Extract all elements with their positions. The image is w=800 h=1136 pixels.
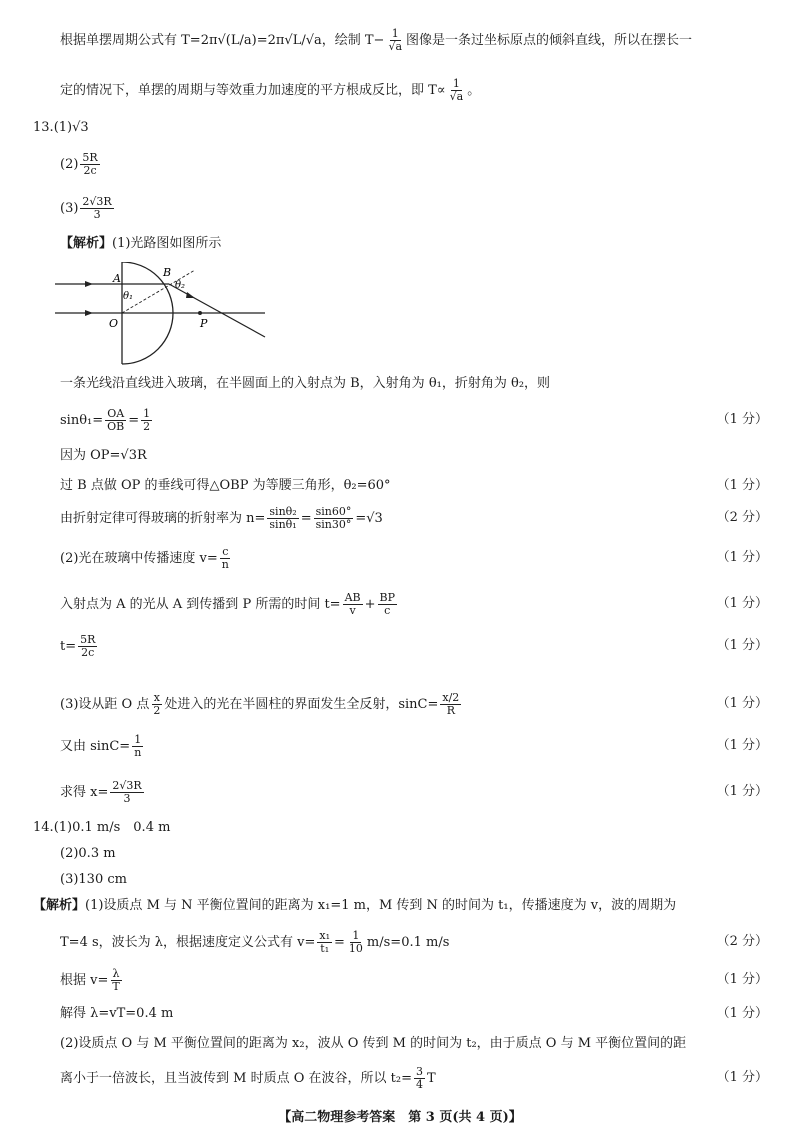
q13-step-9: (3)设从距 O 点 $\frac{x}{2}$ 处进入的光在半圆柱的界面发生全反射，sinC= $\frac{x/2}{R}$ （1 分） xyxy=(60,691,768,717)
q14-step-5: (2)设质点 O 与 M 平衡位置间的距离为 x₂，波从 O 传到 M 的时间为 t₂，由于质点 O 与 M 平衡位置间的距 xyxy=(60,1036,687,1051)
label-B: B xyxy=(163,266,172,279)
q14-answer-2: (2)0.3 m xyxy=(60,846,116,861)
q13-step-8: t= $\frac{5R}{2c}$ （1 分） xyxy=(60,633,768,659)
q14-step-2: T=4 s，波长为 λ，根据速度定义公式有 v= $\frac{\text{x₁}}{\text{t₁}}$ = $\frac{1}{10}$ m/s=0.1 m/s （2 分） xyxy=(60,929,768,955)
label-A: A xyxy=(113,272,121,285)
label-theta1: θ₁ xyxy=(123,291,134,302)
intro-line-2: 定的情况下，单摆的周期与等效重力加速度的平方根成反比，即 T∝ $\frac{1}{√a}$ 。 xyxy=(60,77,481,103)
q13-step-1: 一条光线沿直线进入玻璃，在半圆面上的入射点为 B，入射角为 θ₁，折射角为 θ₂，则 xyxy=(60,376,551,391)
label-P: P xyxy=(200,317,208,330)
q14-step-6: 离小于一倍波长，且当波传到 M 时质点 O 在波谷，所以 t₂= $\frac{3}{4}$ T （1 分） xyxy=(60,1065,768,1091)
q14-answer-3: (3)130 cm xyxy=(60,872,127,887)
light-path-figure xyxy=(55,262,275,372)
label-theta2: θ₂ xyxy=(175,280,186,291)
q14-step-3: 根据 v= $\frac{\lambda}{T}$ （1 分） xyxy=(60,967,768,993)
q13-step-5: 由折射定律可得玻璃的折射率为 n= $\frac{\text{sinθ₂}}{\text{sinθ₁}}$ = $\frac{\sin 60^\circ}{\sin 30^\circ}$ =√3 （2 分） xyxy=(60,505,768,531)
q13-answer-3: (3) $\frac{2√3R}{3}$ xyxy=(60,195,112,221)
q13-step-3: 因为 OP=√3R xyxy=(60,448,147,463)
page-footer: 【高二物理参考答案 第 3 页(共 4 页)】 xyxy=(278,1110,522,1125)
label-O: O xyxy=(109,317,119,330)
intro-line-1: 根据单摆周期公式有 T=2π√(L/a)=2π√L/√a，绘制 T− $\frac{1}{√a}$ 图像是一条过坐标原点的倾斜直线，所以在摆长一 xyxy=(60,27,693,53)
q13-analysis-head: 【解析】(1)光路图如图所示 xyxy=(60,236,222,251)
q14-step-4: 解得 λ=vT=0.4 m （1 分） xyxy=(60,1006,768,1021)
q13-step-4: 过 B 点做 OP 的垂线可得△OBP 为等腰三角形，θ₂=60° （1 分） xyxy=(60,478,768,493)
q13-answer-1: 13.(1)√3 xyxy=(33,120,89,135)
q13-step-10: 又由 sinC= $\frac{1}{n}$ （1 分） xyxy=(60,733,768,759)
q13-step-11: 求得 x= $\frac{2√3R}{3}$ （1 分） xyxy=(60,779,768,805)
q14-answer-1: 14.(1)0.1 m/s 0.4 m xyxy=(33,820,171,835)
q13-answer-2: (2) $\frac{5R}{2c}$ xyxy=(60,151,98,177)
q13-step-6: (2)光在玻璃中传播速度 v= $\frac{c}{n}$ （1 分） xyxy=(60,545,768,571)
q13-step-7: 入射点为 A 的光从 A 到传播到 P 所需的时间 t= $\frac{AB}{v}$ + $\frac{BP}{c}$ （1 分） xyxy=(60,591,768,617)
q13-step-2: sinθ₁= $\frac{OA}{OB}$ = $\frac{1}{2}$ （1 分） xyxy=(60,407,768,433)
q14-step-1: 【解析】(1)设质点 M 与 N 平衡位置间的距离为 x₁=1 m，M 传到 N 的时间为 t₁，传播速度为 v，波的周期为 xyxy=(33,898,677,913)
